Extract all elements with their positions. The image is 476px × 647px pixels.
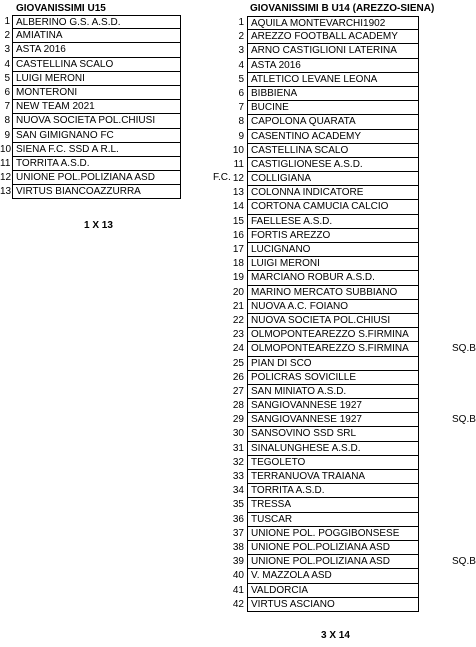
team-name: BUCINE bbox=[247, 101, 419, 115]
row-number: 3 bbox=[238, 45, 244, 57]
row-number: 41 bbox=[232, 584, 244, 596]
team-name: CASTELLINA SCALO bbox=[247, 144, 419, 158]
row-number: 27 bbox=[232, 385, 244, 397]
row-number: 42 bbox=[232, 598, 244, 610]
team-name: TRESSA bbox=[247, 498, 419, 512]
team-name: TERRANUOVA TRAIANA bbox=[247, 470, 419, 484]
row-number: 19 bbox=[232, 272, 244, 284]
row-number: 5 bbox=[238, 73, 244, 85]
team-name: SANGIOVANNESE 1927 bbox=[247, 399, 419, 413]
team-name: SINALUNGHESE A.S.D. bbox=[247, 442, 419, 456]
team-name: CORTONA CAMUCIA CALCIO bbox=[247, 200, 419, 214]
row-number: 18 bbox=[232, 258, 244, 270]
row-number: 9 bbox=[238, 130, 244, 142]
row-number: 13 bbox=[0, 186, 12, 198]
team-name: OLMOPONTEAREZZO S.FIRMINA bbox=[247, 342, 419, 356]
row-number: 3 bbox=[4, 44, 10, 56]
row-number: 25 bbox=[232, 357, 244, 369]
row-number: 32 bbox=[232, 456, 244, 468]
row-number: 10 bbox=[0, 143, 12, 155]
row-number: 8 bbox=[4, 115, 10, 127]
team-name: VALDORCIA bbox=[247, 584, 419, 598]
team-name: SANSOVINO SSD SRL bbox=[247, 427, 419, 441]
team-name: LUIGI MERONI bbox=[247, 257, 419, 271]
row-number: 36 bbox=[232, 513, 244, 525]
row-number: 5 bbox=[4, 72, 10, 84]
team-name: MARCIANO ROBUR A.S.D. bbox=[247, 271, 419, 285]
team-name: TUSCAR bbox=[247, 513, 419, 527]
row-number: 30 bbox=[232, 428, 244, 440]
team-name: V. MAZZOLA ASD bbox=[247, 569, 419, 583]
row-number: 16 bbox=[232, 229, 244, 241]
team-name: AREZZO FOOTBALL ACADEMY bbox=[247, 30, 419, 44]
team-name: ARNO CASTIGLIONI LATERINA bbox=[247, 44, 419, 58]
row-number: 2 bbox=[238, 31, 244, 43]
team-name: SIENA F.C. SSD A R.L. bbox=[12, 143, 181, 157]
right-table-title: GIOVANISSIMI B U14 (AREZZO-SIENA) bbox=[250, 3, 435, 14]
team-name: LUIGI MERONI bbox=[12, 72, 181, 86]
row-number: 9 bbox=[4, 129, 10, 141]
team-name: UNIONE POL.POLIZIANA ASD bbox=[12, 171, 181, 185]
row-number: 33 bbox=[232, 471, 244, 482]
row-number: 11 bbox=[0, 157, 11, 169]
team-name: POLICRAS SOVICILLE bbox=[247, 371, 419, 385]
team-name: TORRITA A.S.D. bbox=[247, 484, 419, 498]
row-number: 24 bbox=[232, 343, 244, 355]
row-number: 8 bbox=[238, 116, 244, 128]
left-table-footer: 1 X 13 bbox=[84, 220, 113, 231]
team-name: VIRTUS ASCIANO bbox=[247, 598, 419, 612]
team-name: CASTELLINA SCALO bbox=[12, 58, 181, 72]
left-table-title: GIOVANISSIMI U15 bbox=[16, 3, 106, 14]
team-name: TEGOLETO bbox=[247, 456, 419, 470]
row-number: 15 bbox=[232, 215, 244, 227]
team-name: TORRITA A.S.D. bbox=[12, 157, 181, 171]
team-name: MONTERONI bbox=[12, 86, 181, 100]
team-name: ASTA 2016 bbox=[247, 59, 419, 73]
row-number: 11 bbox=[233, 158, 244, 170]
team-name: CASENTINO ACADEMY bbox=[247, 130, 419, 144]
team-name: MARINO MERCATO SUBBIANO bbox=[247, 286, 419, 300]
team-name: UNIONE POL. POGGIBONSESE bbox=[247, 527, 419, 541]
row-number: 21 bbox=[232, 300, 244, 312]
row-number: 29 bbox=[232, 414, 244, 426]
row-number: 14 bbox=[232, 201, 244, 213]
team-name: FORTIS AREZZO bbox=[247, 229, 419, 243]
team-name: SAN MINIATO A.S.D. bbox=[247, 385, 419, 399]
team-name: NUOVA A.C. FOIANO bbox=[247, 300, 419, 314]
team-note: SQ.B bbox=[452, 343, 476, 355]
team-name: COLLIGIANA bbox=[247, 172, 419, 186]
row-number: 28 bbox=[232, 400, 244, 412]
team-name: SAN GIMIGNANO FC bbox=[12, 129, 181, 143]
row-number: 13 bbox=[232, 187, 244, 199]
row-number: 22 bbox=[232, 314, 244, 326]
team-name: AQUILA MONTEVARCHI1902 bbox=[247, 16, 419, 30]
team-name: CASTIGLIONESE A.S.D. bbox=[247, 158, 419, 172]
team-name: OLMOPONTEAREZZO S.FIRMINA bbox=[247, 328, 419, 342]
team-name: SANGIOVANNESE 1927 bbox=[247, 413, 419, 427]
team-name: FAELLESE A.S.D. bbox=[247, 215, 419, 229]
row-number: 37 bbox=[232, 527, 244, 539]
row-number: 7 bbox=[4, 101, 10, 113]
team-name: CAPOLONA QUARATA bbox=[247, 115, 419, 129]
right-table-footer: 3 X 14 bbox=[321, 630, 350, 641]
team-name: NUOVA SOCIETA POL.CHIUSI bbox=[247, 314, 419, 328]
row-number: 31 bbox=[232, 442, 244, 454]
team-name: UNIONE POL.POLIZIANA ASD bbox=[247, 555, 419, 569]
row-number: 1 bbox=[238, 17, 244, 28]
row-number: 12 bbox=[0, 172, 12, 184]
team-name: ATLETICO LEVANE LEONA bbox=[247, 73, 419, 87]
team-name: BIBBIENA bbox=[247, 87, 419, 101]
team-name: UNIONE POL.POLIZIANA ASD bbox=[247, 541, 419, 555]
row-number: 39 bbox=[232, 556, 244, 568]
row-number: 34 bbox=[232, 485, 244, 497]
row-number: 10 bbox=[232, 144, 244, 156]
row-number: 12 bbox=[232, 173, 244, 185]
row-number: 17 bbox=[232, 244, 244, 255]
team-name: ALBERINO G.S. A.S.D. bbox=[12, 15, 181, 29]
row-number: 35 bbox=[232, 499, 244, 511]
row-number: 26 bbox=[232, 371, 244, 383]
row-number: 4 bbox=[238, 59, 244, 71]
row-number: 4 bbox=[4, 58, 10, 70]
row-number: 7 bbox=[238, 102, 244, 114]
team-name: NEW TEAM 2021 bbox=[12, 100, 181, 114]
team-name: ASTA 2016 bbox=[12, 43, 181, 57]
row-number: 20 bbox=[232, 286, 244, 298]
team-name: AMIATINA bbox=[12, 29, 181, 43]
row-number: 1 bbox=[4, 16, 10, 27]
row-number: 38 bbox=[232, 541, 244, 553]
row-number: 6 bbox=[238, 87, 244, 99]
row-number: 40 bbox=[232, 570, 244, 582]
team-name: PIAN DI SCO bbox=[247, 357, 419, 371]
row-number: 2 bbox=[4, 30, 10, 42]
team-name: VIRTUS BIANCOAZZURRA bbox=[12, 185, 181, 199]
team-note: SQ.B bbox=[452, 556, 476, 568]
team-name: LUCIGNANO bbox=[247, 243, 419, 257]
team-note: F.C. bbox=[213, 172, 231, 184]
team-name: NUOVA SOCIETA POL.CHIUSI bbox=[12, 114, 181, 128]
team-note: SQ.B bbox=[452, 414, 476, 426]
row-number: 6 bbox=[4, 86, 10, 98]
row-number: 23 bbox=[232, 329, 244, 341]
team-name: COLONNA INDICATORE bbox=[247, 186, 419, 200]
